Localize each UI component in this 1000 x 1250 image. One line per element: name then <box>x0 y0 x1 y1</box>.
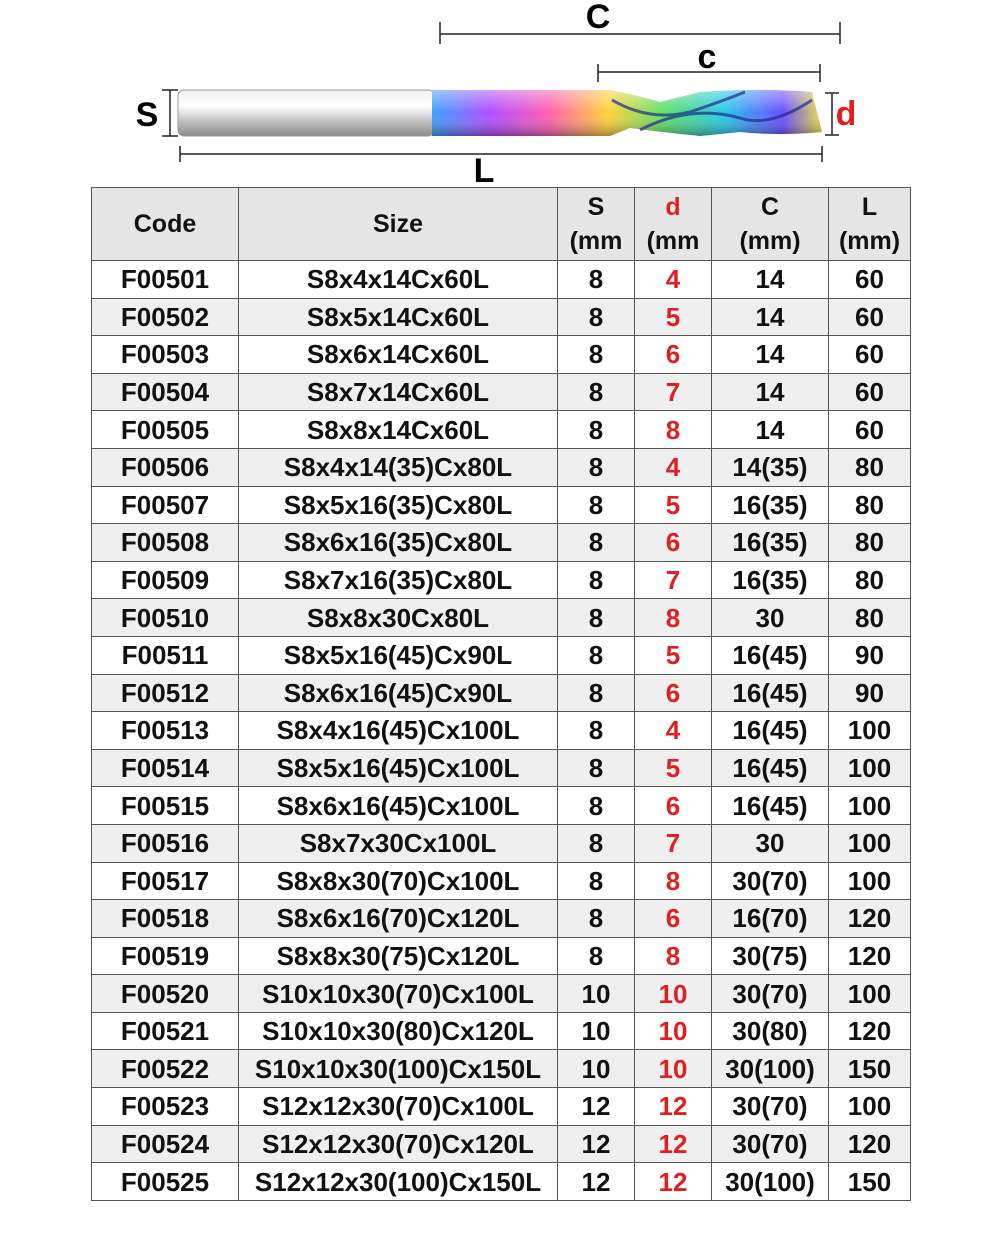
cell-c: 30(70) <box>712 975 829 1013</box>
cell-l: 90 <box>829 636 911 674</box>
dimension-c <box>598 38 820 82</box>
cell-s: 12 <box>558 1088 635 1126</box>
cell-s: 8 <box>558 712 635 750</box>
cell-d: 5 <box>635 486 712 524</box>
cell-s: 8 <box>558 937 635 975</box>
cell-code: F00509 <box>92 561 239 599</box>
tool-shank <box>178 90 434 136</box>
table-body <box>92 261 911 1201</box>
end-mill-dimension-diagram <box>0 0 1000 188</box>
table-row <box>92 862 911 900</box>
cell-l: 150 <box>829 1050 911 1088</box>
cell-c: 30(100) <box>712 1163 829 1201</box>
table-row <box>92 411 911 449</box>
header-c-unit: (mm) <box>739 227 801 255</box>
cell-d: 10 <box>635 975 712 1013</box>
cell-d: 6 <box>635 524 712 562</box>
cell-l: 100 <box>829 787 911 825</box>
cell-d: 10 <box>635 1050 712 1088</box>
cell-size: S8x6x16(45)Cx90L <box>239 674 558 712</box>
cell-d: 6 <box>635 900 712 938</box>
table-row <box>92 900 911 938</box>
header-c <box>712 188 829 261</box>
header-l-letter: L <box>861 193 878 221</box>
cell-size: S8x5x16(35)Cx80L <box>239 486 558 524</box>
table-row <box>92 298 911 336</box>
header-d <box>635 188 712 261</box>
cell-size: S8x5x14Cx60L <box>239 298 558 336</box>
cell-code: F00525 <box>92 1163 239 1201</box>
cell-c: 30(70) <box>712 862 829 900</box>
cell-d: 5 <box>635 749 712 787</box>
cell-d: 7 <box>635 824 712 862</box>
header-s-unit: (mm <box>569 227 623 255</box>
cell-l: 120 <box>829 937 911 975</box>
cell-code: F00508 <box>92 524 239 562</box>
table-row <box>92 674 911 712</box>
cell-l: 60 <box>829 261 911 299</box>
cell-size: S8x6x14Cx60L <box>239 336 558 374</box>
cell-s: 8 <box>558 787 635 825</box>
cell-code: F00515 <box>92 787 239 825</box>
cell-d: 5 <box>635 298 712 336</box>
cell-d: 6 <box>635 674 712 712</box>
cell-c: 30(100) <box>712 1050 829 1088</box>
cell-l: 80 <box>829 599 911 637</box>
cell-d: 8 <box>635 599 712 637</box>
cell-size: S8x7x16(35)Cx80L <box>239 561 558 599</box>
cell-c: 16(35) <box>712 561 829 599</box>
cell-c: 14 <box>712 336 829 374</box>
cell-c: 16(45) <box>712 712 829 750</box>
cell-c: 30(75) <box>712 937 829 975</box>
cell-code: F00518 <box>92 900 239 938</box>
cell-d: 8 <box>635 862 712 900</box>
table-row <box>92 1163 911 1201</box>
dimension-S <box>136 90 178 136</box>
cell-size: S12x12x30(70)Cx120L <box>239 1125 558 1163</box>
cell-code: F00519 <box>92 937 239 975</box>
cell-code: F00507 <box>92 486 239 524</box>
cell-code: F00510 <box>92 599 239 637</box>
cell-s: 8 <box>558 900 635 938</box>
cell-size: S8x4x14(35)Cx80L <box>239 448 558 486</box>
table-header-row <box>92 188 911 261</box>
dimension-d <box>825 93 856 135</box>
table-row <box>92 636 911 674</box>
cell-l: 100 <box>829 824 911 862</box>
cell-size: S10x10x30(100)Cx150L <box>239 1050 558 1088</box>
cell-s: 12 <box>558 1125 635 1163</box>
cell-size: S8x6x16(70)Cx120L <box>239 900 558 938</box>
cell-c: 16(45) <box>712 674 829 712</box>
cell-l: 80 <box>829 561 911 599</box>
label-L: L <box>473 152 495 188</box>
cell-code: F00523 <box>92 1088 239 1126</box>
cell-size: S8x8x30Cx80L <box>239 599 558 637</box>
cell-size: S8x7x30Cx100L <box>239 824 558 862</box>
cell-l: 60 <box>829 336 911 374</box>
cell-c: 30(70) <box>712 1125 829 1163</box>
cell-l: 120 <box>829 1012 911 1050</box>
table-row <box>92 1125 911 1163</box>
cell-c: 16(35) <box>712 524 829 562</box>
cell-code: F00517 <box>92 862 239 900</box>
cell-l: 150 <box>829 1163 911 1201</box>
cell-d: 7 <box>635 373 712 411</box>
cell-code: F00503 <box>92 336 239 374</box>
table-row <box>92 261 911 299</box>
cell-s: 8 <box>558 674 635 712</box>
cell-size: S8x8x30(75)Cx120L <box>239 937 558 975</box>
cell-code: F00516 <box>92 824 239 862</box>
cell-c: 30 <box>712 824 829 862</box>
header-s <box>558 188 635 261</box>
cell-l: 60 <box>829 373 911 411</box>
cell-c: 14 <box>712 298 829 336</box>
table-row <box>92 749 911 787</box>
cell-size: S8x6x16(35)Cx80L <box>239 524 558 562</box>
cell-l: 100 <box>829 1088 911 1126</box>
cell-s: 8 <box>558 336 635 374</box>
table-row <box>92 975 911 1013</box>
cell-size: S8x5x16(45)Cx100L <box>239 749 558 787</box>
table-row <box>92 824 911 862</box>
cell-s: 8 <box>558 824 635 862</box>
header-code: Code <box>92 188 239 261</box>
cell-s: 8 <box>558 561 635 599</box>
cell-c: 16(45) <box>712 787 829 825</box>
cell-size: S8x4x14Cx60L <box>239 261 558 299</box>
cell-c: 14 <box>712 261 829 299</box>
cell-l: 60 <box>829 411 911 449</box>
cell-s: 8 <box>558 411 635 449</box>
cell-code: F00520 <box>92 975 239 1013</box>
cell-c: 14(35) <box>712 448 829 486</box>
cell-s: 8 <box>558 486 635 524</box>
cell-code: F00506 <box>92 448 239 486</box>
cell-size: S8x7x14Cx60L <box>239 373 558 411</box>
cell-d: 12 <box>635 1163 712 1201</box>
table-row <box>92 524 911 562</box>
cell-code: F00524 <box>92 1125 239 1163</box>
cell-l: 80 <box>829 524 911 562</box>
cell-code: F00502 <box>92 298 239 336</box>
dimension-L <box>180 146 822 188</box>
label-c: c <box>697 38 717 76</box>
cell-l: 100 <box>829 749 911 787</box>
cell-s: 8 <box>558 749 635 787</box>
cell-code: F00501 <box>92 261 239 299</box>
table-row <box>92 1050 911 1088</box>
cell-size: S10x10x30(80)Cx120L <box>239 1012 558 1050</box>
cell-c: 16(35) <box>712 486 829 524</box>
table-row <box>92 1012 911 1050</box>
header-s-letter: S <box>587 193 605 221</box>
cell-size: S8x8x30(70)Cx100L <box>239 862 558 900</box>
header-d-letter: d <box>665 193 681 221</box>
header-c-letter: C <box>760 193 780 221</box>
cell-d: 6 <box>635 787 712 825</box>
label-C: C <box>585 0 611 36</box>
cell-code: F00513 <box>92 712 239 750</box>
cell-d: 8 <box>635 411 712 449</box>
cell-code: F00512 <box>92 674 239 712</box>
cell-l: 100 <box>829 712 911 750</box>
cell-d: 5 <box>635 636 712 674</box>
cell-size: S8x4x16(45)Cx100L <box>239 712 558 750</box>
header-size: Size <box>239 188 558 261</box>
cell-c: 16(45) <box>712 636 829 674</box>
cell-l: 80 <box>829 486 911 524</box>
cell-s: 8 <box>558 298 635 336</box>
cell-code: F00504 <box>92 373 239 411</box>
spec-table <box>91 187 911 1201</box>
cell-l: 120 <box>829 1125 911 1163</box>
cell-d: 4 <box>635 261 712 299</box>
dimension-C <box>440 0 840 44</box>
cell-s: 8 <box>558 599 635 637</box>
cell-l: 90 <box>829 674 911 712</box>
cell-c: 16(70) <box>712 900 829 938</box>
cell-l: 100 <box>829 975 911 1013</box>
table-row <box>92 336 911 374</box>
table-row <box>92 486 911 524</box>
cell-size: S12x12x30(70)Cx100L <box>239 1088 558 1126</box>
cell-size: S8x5x16(45)Cx90L <box>239 636 558 674</box>
cell-d: 12 <box>635 1125 712 1163</box>
label-S: S <box>135 96 159 134</box>
cell-s: 10 <box>558 1050 635 1088</box>
table-row <box>92 561 911 599</box>
table-row <box>92 448 911 486</box>
cell-code: F00511 <box>92 636 239 674</box>
cell-s: 8 <box>558 862 635 900</box>
cell-s: 12 <box>558 1163 635 1201</box>
cell-l: 100 <box>829 862 911 900</box>
cell-c: 30(80) <box>712 1012 829 1050</box>
cell-d: 4 <box>635 448 712 486</box>
cell-c: 30 <box>712 599 829 637</box>
cell-size: S8x8x14Cx60L <box>239 411 558 449</box>
cell-c: 30(70) <box>712 1088 829 1126</box>
header-d-unit: (mm <box>646 227 700 255</box>
cell-code: F00522 <box>92 1050 239 1088</box>
cell-c: 14 <box>712 411 829 449</box>
cell-d: 8 <box>635 937 712 975</box>
cell-s: 8 <box>558 373 635 411</box>
cell-c: 14 <box>712 373 829 411</box>
cell-size: S10x10x30(70)Cx100L <box>239 975 558 1013</box>
label-d: d <box>835 95 857 133</box>
end-mill-illustration <box>178 90 822 136</box>
cell-code: F00521 <box>92 1012 239 1050</box>
cell-d: 7 <box>635 561 712 599</box>
cell-s: 8 <box>558 524 635 562</box>
cell-size: S8x6x16(45)Cx100L <box>239 787 558 825</box>
cell-s: 10 <box>558 1012 635 1050</box>
cell-l: 60 <box>829 298 911 336</box>
cell-l: 80 <box>829 448 911 486</box>
header-l <box>829 188 911 261</box>
cell-size: S12x12x30(100)Cx150L <box>239 1163 558 1201</box>
cell-s: 10 <box>558 975 635 1013</box>
table-row <box>92 599 911 637</box>
cell-c: 16(45) <box>712 749 829 787</box>
cell-s: 8 <box>558 261 635 299</box>
table-row <box>92 1088 911 1126</box>
table-row <box>92 937 911 975</box>
cell-s: 8 <box>558 448 635 486</box>
cell-d: 10 <box>635 1012 712 1050</box>
header-l-unit: (mm) <box>838 227 901 255</box>
table-row <box>92 373 911 411</box>
cell-d: 6 <box>635 336 712 374</box>
cell-l: 120 <box>829 900 911 938</box>
cell-code: F00505 <box>92 411 239 449</box>
table-row <box>92 712 911 750</box>
cell-d: 4 <box>635 712 712 750</box>
table-row <box>92 787 911 825</box>
cell-s: 8 <box>558 636 635 674</box>
cell-code: F00514 <box>92 749 239 787</box>
cell-d: 12 <box>635 1088 712 1126</box>
